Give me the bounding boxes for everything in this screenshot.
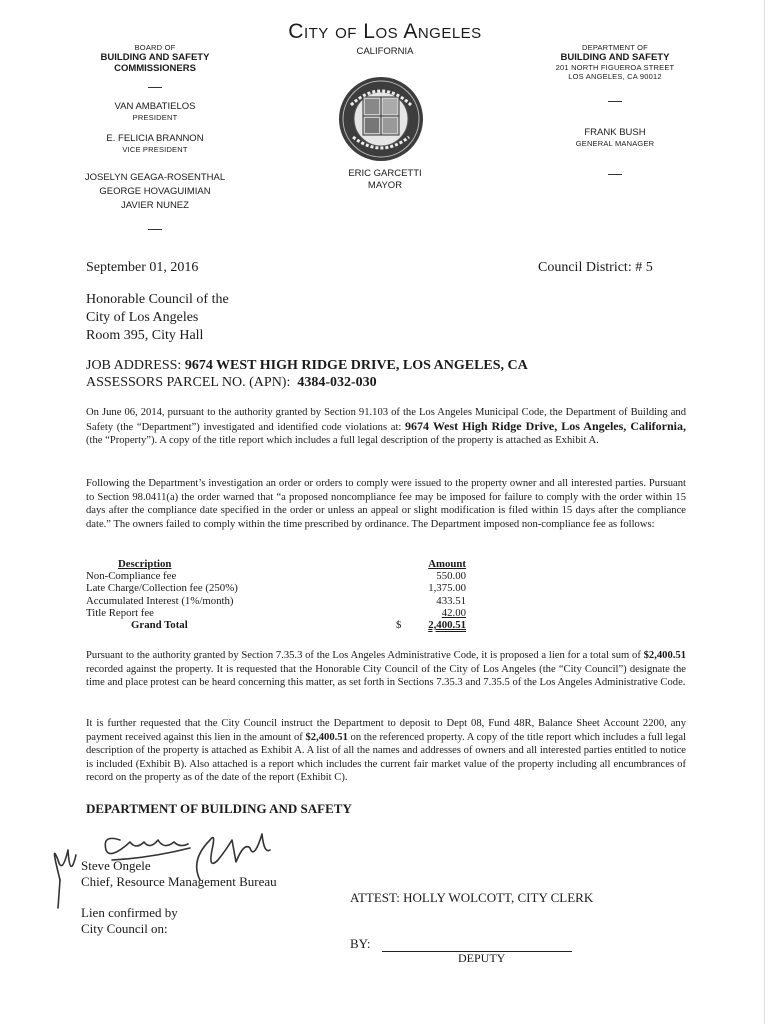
table-total-row: Grand Total $ 2,400.51 (131, 619, 466, 632)
council-district: Council District: # 5 (538, 260, 653, 275)
board-members (60, 171, 250, 230)
page-edge (764, 0, 765, 1024)
table-row: Non-Compliance fee 550.00 (86, 570, 466, 583)
table-row: Title Report fee 42.00 (86, 606, 466, 619)
city-title: City of Los Angeles (288, 20, 482, 43)
paragraph-deposit-request: It is further requested that the City Council instruct the Department to deposit to Dept 08, Fund 48R, Balance Sheet Account 2200, any payment received against this lien in the amount of $2,400.51 on the referenced property. A copy of the title report which includes a full legal description of the property is attached as Exhibit A. A list of all the names and addresses of owners and all interested parties entitled to notice is included (Exhibit B). Also attached is a report which includes the current fair market value of the property including all encumbrances of record on the property as of the date of the report (Exhibit C). (86, 718, 687, 784)
board-member: JOSELYN GEAGA-ROSENTHAL (84, 172, 226, 183)
paragraph-orders: Following the Department’s investigation an order or orders to comply were issued to the property owner and all interested parties. Pursuant to Section 98.0411(a) the order warned that “a proposed noncompliance fee may be imposed for failure to comply with the order within 15 days after the compliance date specified in the order or unless an appeal or slight modification is filed within 15 days after the compliance date.” The owners failed to comply within the time prescribed by ordinance. The Department imposed non-compliance fee as follows: (86, 478, 686, 530)
table-row: Late Charge/Collection fee (250%) 1,375.00 (86, 582, 466, 595)
fee-table (86, 558, 466, 631)
department-block: DEPARTMENT OF BUILDING AND SAFETY 201 NORTH FIGUEROA STREET LOS ANGELES, CA 90012 (520, 43, 710, 102)
paragraph-lien-proposal: Pursuant to the authority granted by Section 7.35.3 of the Los Angeles Administrative Code, it is proposed a lien for a total sum of $2,400.51 recorded against the property. It is requested that the Honorable City Council of the City of Los Angeles (the “City Council”) designate the time and place protest can be heard concerning this matter, as set forth in Sections 7.35.3 and 7.35.5 of the Los Angeles Administrative Code. (86, 650, 686, 689)
divider (148, 87, 162, 88)
general-manager: FRANK BUSH GENERAL MANAGER (520, 127, 710, 175)
board-member: GEORGE HOVAGUIMIAN (99, 186, 211, 197)
city-seal-icon (337, 75, 425, 163)
by-signature-line: BY: (350, 936, 572, 952)
column-header-description: Description (118, 558, 172, 570)
divider (608, 174, 622, 175)
signer-name: Steve Ongele (81, 858, 151, 873)
board-member: JAVIER NUNEZ (121, 200, 189, 211)
signer-title: Chief, Resource Management Bureau (81, 874, 277, 889)
paragraph-investigation: On June 06, 2014, pursuant to the authority granted by Section 91.103 of the Los Angeles Municipal Code, the Department of Building and Safety (the “Department”) investigated and identified code violations at: 9674 West High Ridge Drive, Los Angeles, California, (the “Property”). A copy of the title report which includes a full legal description of the property is attached as Exhibit A. (86, 407, 686, 447)
letter-date: September 01, 2016 (86, 260, 199, 275)
addressee: Honorable Council of the City of Los Angeles Room 395, City Hall (86, 292, 229, 343)
column-header-amount: Amount (428, 558, 466, 570)
state-label: CALIFORNIA (356, 46, 414, 57)
divider (148, 229, 162, 230)
board-president: VAN AMBATIELOS PRESIDENT (114, 101, 196, 122)
lien-confirmed: Lien confirmed by City Council on: (81, 905, 178, 936)
table-row: Accumulated Interest (1%/month) 433.51 (86, 594, 466, 607)
divider (608, 101, 622, 102)
board-of-commissioners: BOARD OF BUILDING AND SAFETY COMMISSIONERS (70, 43, 240, 88)
mayor-block: ERIC GARCETTI MAYOR (348, 168, 422, 191)
attest-line: ATTEST: HOLLY WOLCOTT, CITY CLERK (350, 890, 594, 905)
job-address: JOB ADDRESS: 9674 WEST HIGH RIDGE DRIVE, LOS ANGELES, CA ASSESSORS PARCEL NO. (APN): 4384-032-030 (86, 358, 528, 390)
department-heading: DEPARTMENT OF BUILDING AND SAFETY (86, 801, 352, 816)
board-vice-president: E. FELICIA BRANNON VICE PRESIDENT (106, 133, 204, 154)
deputy-label: DEPUTY (458, 951, 506, 965)
